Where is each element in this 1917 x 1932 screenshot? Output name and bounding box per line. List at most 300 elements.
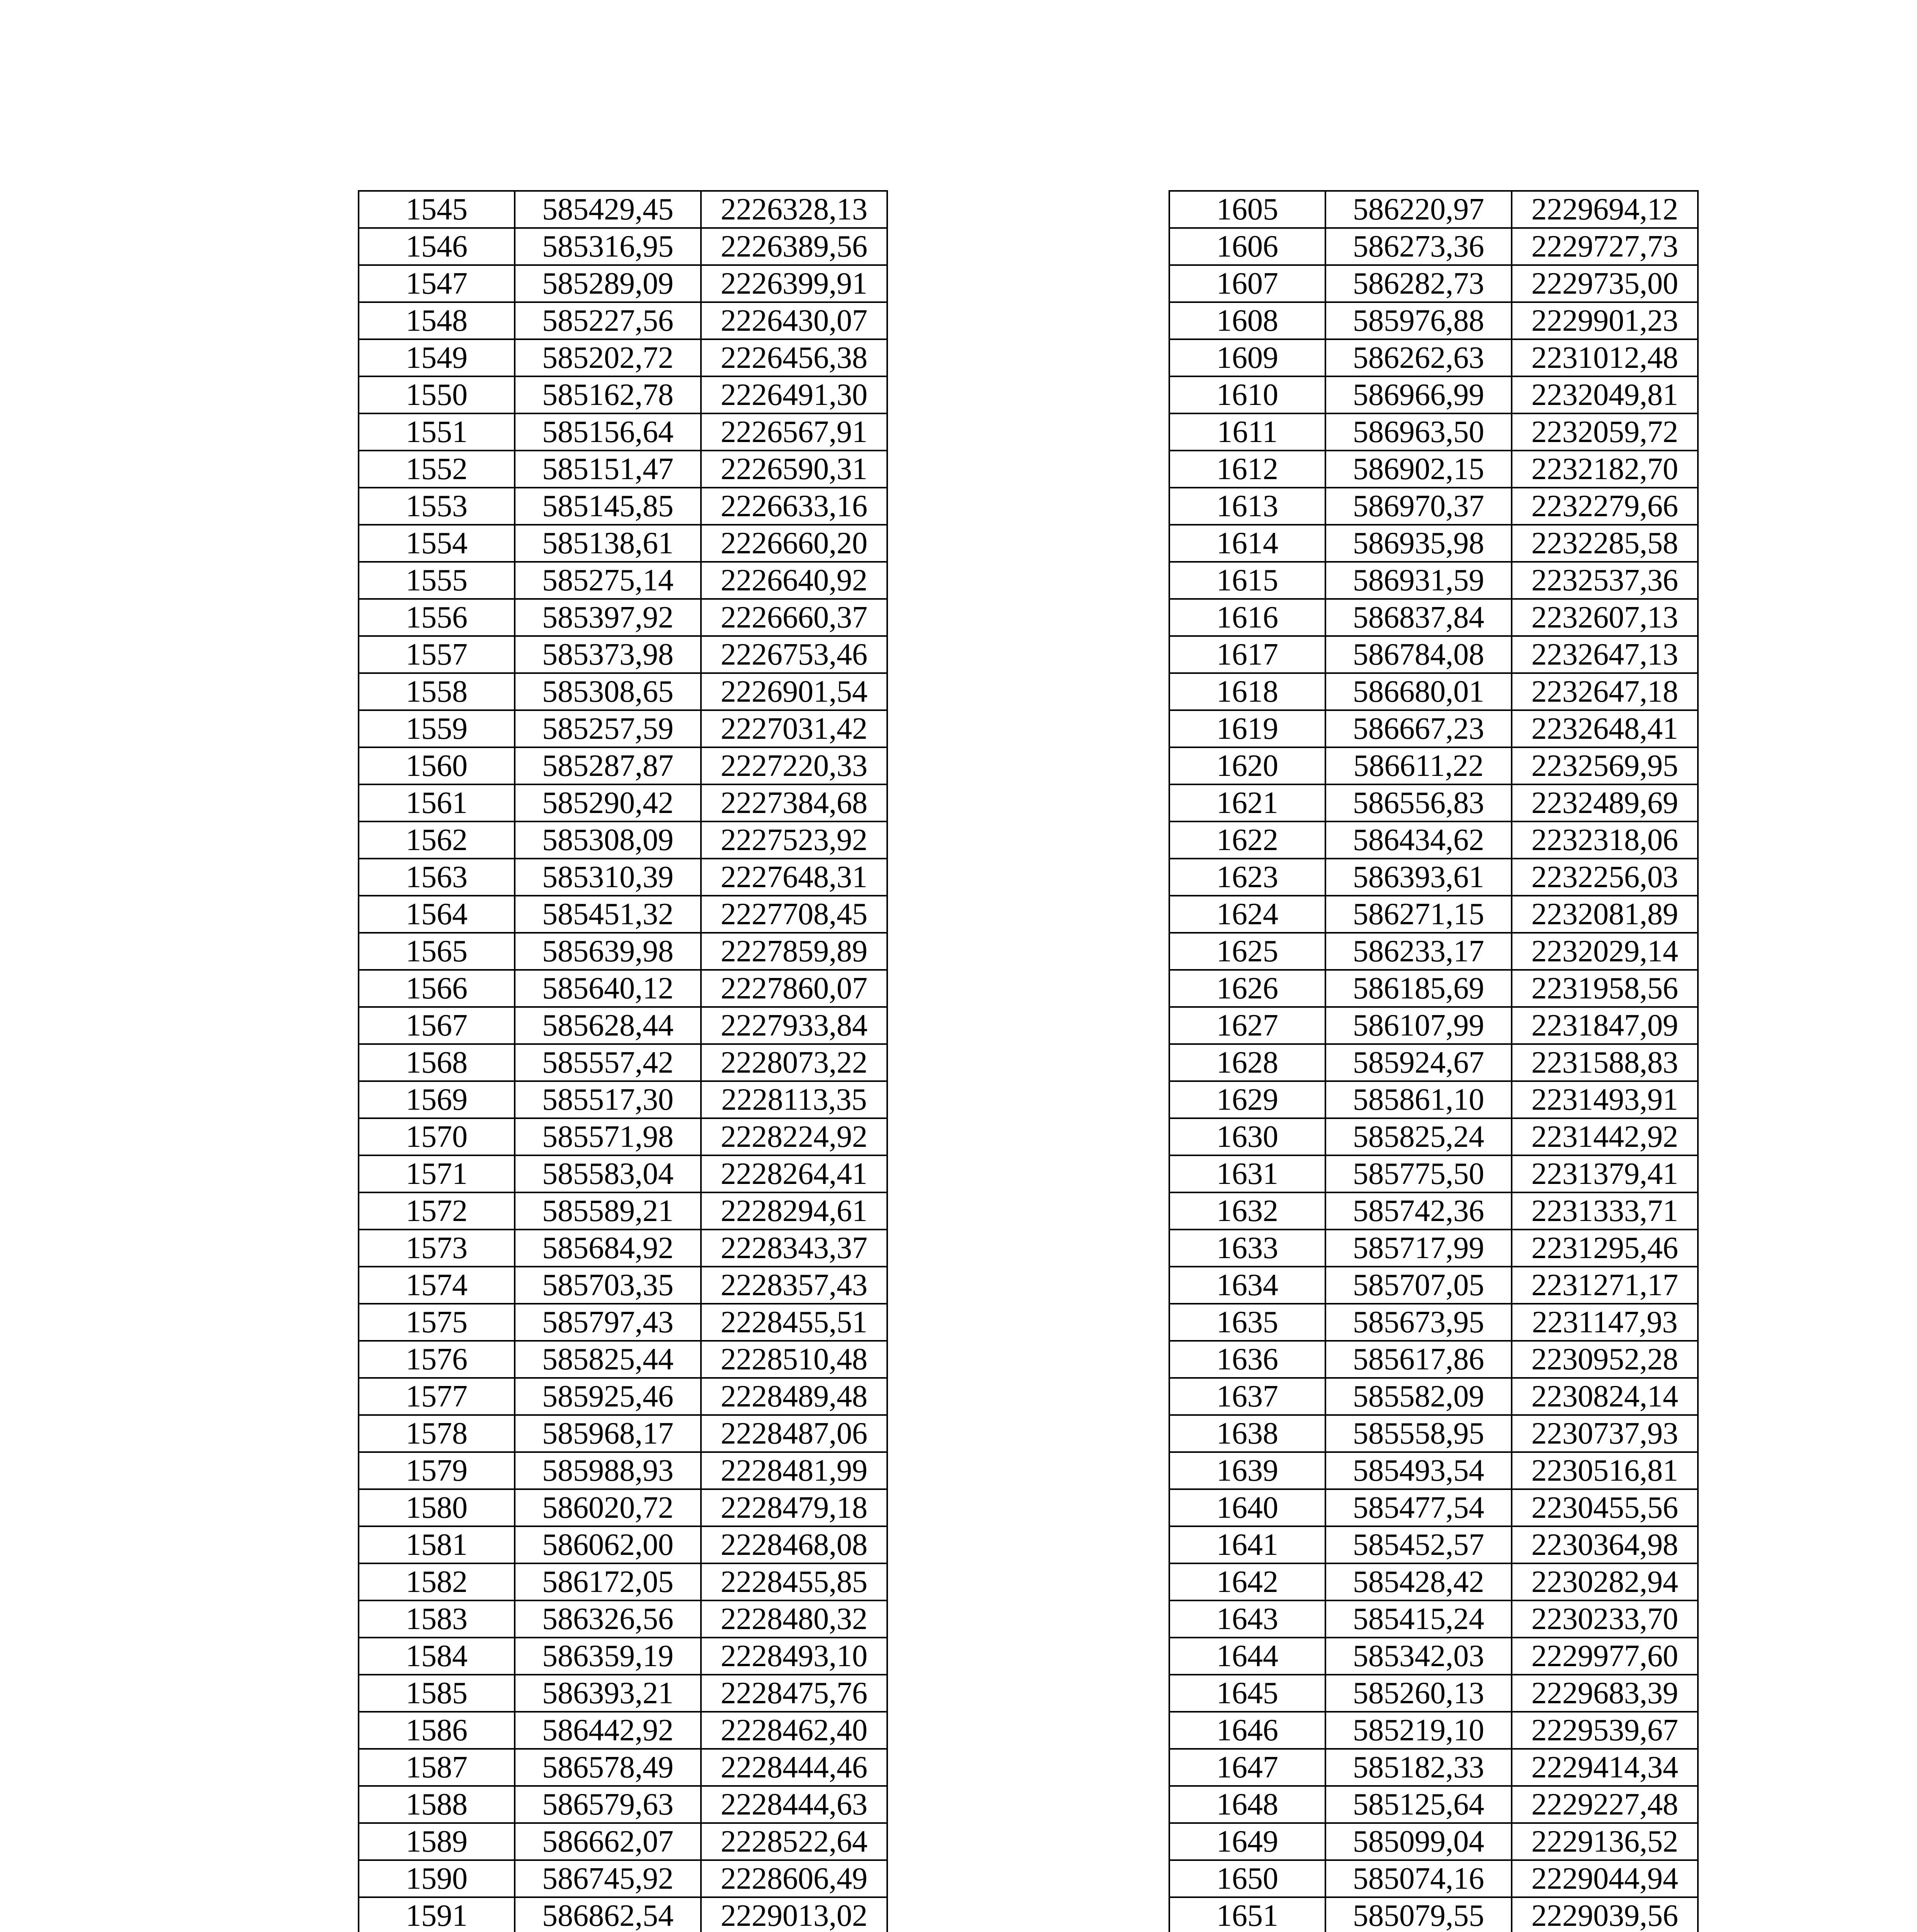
y-coordinate-cell: 2228294,61	[701, 1192, 887, 1230]
table-row	[1169, 1712, 1698, 1749]
point-number-cell: 1640	[1169, 1489, 1325, 1526]
y-coordinate-cell: 2228462,40	[701, 1712, 887, 1749]
table-row	[1169, 1563, 1698, 1600]
y-coordinate-cell: 2228522,64	[701, 1823, 887, 1860]
y-coordinate-cell: 2230824,14	[1512, 1378, 1698, 1415]
x-coordinate-cell: 586220,97	[1325, 191, 1512, 228]
point-number-cell: 1637	[1169, 1378, 1325, 1415]
y-coordinate-cell: 2232182,70	[1512, 451, 1698, 488]
table-row	[359, 896, 887, 933]
point-number-cell: 1651	[1169, 1897, 1325, 1932]
table-row	[1169, 451, 1698, 488]
table-row	[1169, 747, 1698, 784]
point-number-cell: 1577	[359, 1378, 515, 1415]
point-number-cell: 1628	[1169, 1044, 1325, 1081]
table-row	[359, 1786, 887, 1823]
y-coordinate-cell: 2226389,56	[701, 228, 887, 265]
point-number-cell: 1620	[1169, 747, 1325, 784]
point-number-cell: 1650	[1169, 1860, 1325, 1897]
table-row	[359, 1007, 887, 1044]
point-number-cell: 1575	[359, 1304, 515, 1341]
point-number-cell: 1580	[359, 1489, 515, 1526]
point-number-cell: 1588	[359, 1786, 515, 1823]
table-row	[1169, 896, 1698, 933]
table-row	[1169, 1230, 1698, 1267]
y-coordinate-cell: 2228073,22	[701, 1044, 887, 1081]
table-row	[359, 1860, 887, 1897]
point-number-cell: 1553	[359, 488, 515, 525]
x-coordinate-cell: 585673,95	[1325, 1304, 1512, 1341]
point-number-cell: 1578	[359, 1415, 515, 1452]
y-coordinate-cell: 2228444,46	[701, 1749, 887, 1786]
x-coordinate-cell: 585145,85	[515, 488, 701, 525]
y-coordinate-cell: 2230455,56	[1512, 1489, 1698, 1526]
point-number-cell: 1615	[1169, 562, 1325, 599]
x-coordinate-cell: 585976,88	[1325, 302, 1512, 339]
point-number-cell: 1606	[1169, 228, 1325, 265]
point-number-cell: 1586	[359, 1712, 515, 1749]
x-coordinate-cell: 585493,54	[1325, 1452, 1512, 1489]
y-coordinate-cell: 2232256,03	[1512, 859, 1698, 896]
table-row	[359, 1526, 887, 1563]
x-coordinate-cell: 586062,00	[515, 1526, 701, 1563]
x-coordinate-cell: 585308,09	[515, 821, 701, 859]
point-number-cell: 1559	[359, 710, 515, 747]
point-number-cell: 1633	[1169, 1230, 1325, 1267]
point-number-cell: 1550	[359, 376, 515, 413]
y-coordinate-cell: 2231847,09	[1512, 1007, 1698, 1044]
coordinate-table-right-body	[1169, 191, 1698, 1932]
y-coordinate-cell: 2228606,49	[701, 1860, 887, 1897]
table-row	[1169, 525, 1698, 562]
y-coordinate-cell: 2232029,14	[1512, 933, 1698, 970]
x-coordinate-cell: 585477,54	[1325, 1489, 1512, 1526]
point-number-cell: 1638	[1169, 1415, 1325, 1452]
x-coordinate-cell: 585275,14	[515, 562, 701, 599]
table-row	[1169, 1415, 1698, 1452]
table-row	[1169, 1675, 1698, 1712]
y-coordinate-cell: 2232318,06	[1512, 821, 1698, 859]
y-coordinate-cell: 2227220,33	[701, 747, 887, 784]
y-coordinate-cell: 2228113,35	[701, 1081, 887, 1118]
table-row	[359, 599, 887, 636]
table-row	[359, 1675, 887, 1712]
x-coordinate-cell: 586172,05	[515, 1563, 701, 1600]
y-coordinate-cell: 2229694,12	[1512, 191, 1698, 228]
point-number-cell: 1612	[1169, 451, 1325, 488]
x-coordinate-cell: 585202,72	[515, 339, 701, 376]
table-row	[1169, 1452, 1698, 1489]
point-number-cell: 1635	[1169, 1304, 1325, 1341]
x-coordinate-cell: 586233,17	[1325, 933, 1512, 970]
x-coordinate-cell: 585227,56	[515, 302, 701, 339]
x-coordinate-cell: 586680,01	[1325, 673, 1512, 710]
x-coordinate-cell: 585583,04	[515, 1155, 701, 1192]
coordinate-table-right	[1169, 190, 1699, 1932]
table-row	[1169, 1860, 1698, 1897]
table-row	[1169, 1638, 1698, 1675]
table-row	[1169, 488, 1698, 525]
table-row	[359, 1563, 887, 1600]
point-number-cell: 1582	[359, 1563, 515, 1600]
point-number-cell: 1623	[1169, 859, 1325, 896]
x-coordinate-cell: 585415,24	[1325, 1600, 1512, 1638]
y-coordinate-cell: 2229044,94	[1512, 1860, 1698, 1897]
table-row	[1169, 1118, 1698, 1155]
y-coordinate-cell: 2229539,67	[1512, 1712, 1698, 1749]
point-number-cell: 1643	[1169, 1600, 1325, 1638]
x-coordinate-cell: 585825,44	[515, 1341, 701, 1378]
y-coordinate-cell: 2228224,92	[701, 1118, 887, 1155]
x-coordinate-cell: 585925,46	[515, 1378, 701, 1415]
coordinate-table-left-body	[359, 191, 887, 1932]
y-coordinate-cell: 2226633,16	[701, 488, 887, 525]
point-number-cell: 1645	[1169, 1675, 1325, 1712]
x-coordinate-cell: 586784,08	[1325, 636, 1512, 673]
point-number-cell: 1570	[359, 1118, 515, 1155]
y-coordinate-cell: 2226399,91	[701, 265, 887, 302]
x-coordinate-cell: 585289,09	[515, 265, 701, 302]
x-coordinate-cell: 586862,54	[515, 1897, 701, 1932]
x-coordinate-cell: 585861,10	[1325, 1081, 1512, 1118]
table-row	[1169, 1044, 1698, 1081]
point-number-cell: 1573	[359, 1230, 515, 1267]
point-number-cell: 1632	[1169, 1192, 1325, 1230]
x-coordinate-cell: 586185,69	[1325, 970, 1512, 1007]
table-row	[359, 413, 887, 451]
point-number-cell: 1561	[359, 784, 515, 821]
x-coordinate-cell: 585373,98	[515, 636, 701, 673]
x-coordinate-cell: 585717,99	[1325, 1230, 1512, 1267]
point-number-cell: 1646	[1169, 1712, 1325, 1749]
y-coordinate-cell: 2226901,54	[701, 673, 887, 710]
x-coordinate-cell: 586393,21	[515, 1675, 701, 1712]
point-number-cell: 1546	[359, 228, 515, 265]
x-coordinate-cell: 586902,15	[1325, 451, 1512, 488]
table-row	[1169, 376, 1698, 413]
point-number-cell: 1564	[359, 896, 515, 933]
x-coordinate-cell: 586271,15	[1325, 896, 1512, 933]
y-coordinate-cell: 2232607,13	[1512, 599, 1698, 636]
point-number-cell: 1583	[359, 1600, 515, 1638]
y-coordinate-cell: 2232279,66	[1512, 488, 1698, 525]
x-coordinate-cell: 585924,67	[1325, 1044, 1512, 1081]
table-row	[359, 1081, 887, 1118]
table-row	[359, 1712, 887, 1749]
y-coordinate-cell: 2227031,42	[701, 710, 887, 747]
y-coordinate-cell: 2229414,34	[1512, 1749, 1698, 1786]
y-coordinate-cell: 2232537,36	[1512, 562, 1698, 599]
table-row	[1169, 1823, 1698, 1860]
point-number-cell: 1565	[359, 933, 515, 970]
x-coordinate-cell: 586579,63	[515, 1786, 701, 1823]
table-row	[359, 1192, 887, 1230]
point-number-cell: 1545	[359, 191, 515, 228]
x-coordinate-cell: 585988,93	[515, 1452, 701, 1489]
y-coordinate-cell: 2229683,39	[1512, 1675, 1698, 1712]
x-coordinate-cell: 585156,64	[515, 413, 701, 451]
x-coordinate-cell: 585429,45	[515, 191, 701, 228]
x-coordinate-cell: 585260,13	[1325, 1675, 1512, 1712]
point-number-cell: 1568	[359, 1044, 515, 1081]
x-coordinate-cell: 586935,98	[1325, 525, 1512, 562]
y-coordinate-cell: 2226640,92	[701, 562, 887, 599]
table-row	[359, 562, 887, 599]
y-coordinate-cell: 2232569,95	[1512, 747, 1698, 784]
x-coordinate-cell: 585703,35	[515, 1267, 701, 1304]
x-coordinate-cell: 585099,04	[1325, 1823, 1512, 1860]
x-coordinate-cell: 585316,95	[515, 228, 701, 265]
x-coordinate-cell: 586662,07	[515, 1823, 701, 1860]
point-number-cell: 1569	[359, 1081, 515, 1118]
x-coordinate-cell: 585079,55	[1325, 1897, 1512, 1932]
x-coordinate-cell: 586282,73	[1325, 265, 1512, 302]
y-coordinate-cell: 2232285,58	[1512, 525, 1698, 562]
x-coordinate-cell: 586556,83	[1325, 784, 1512, 821]
x-coordinate-cell: 585707,05	[1325, 1267, 1512, 1304]
table-row	[1169, 784, 1698, 821]
point-number-cell: 1572	[359, 1192, 515, 1230]
point-number-cell: 1581	[359, 1526, 515, 1563]
y-coordinate-cell: 2229977,60	[1512, 1638, 1698, 1675]
x-coordinate-cell: 585287,87	[515, 747, 701, 784]
x-coordinate-cell: 586020,72	[515, 1489, 701, 1526]
point-number-cell: 1554	[359, 525, 515, 562]
table-row	[359, 1749, 887, 1786]
point-number-cell: 1587	[359, 1749, 515, 1786]
table-row	[1169, 562, 1698, 599]
point-number-cell: 1621	[1169, 784, 1325, 821]
x-coordinate-cell: 585308,65	[515, 673, 701, 710]
y-coordinate-cell: 2231442,92	[1512, 1118, 1698, 1155]
y-coordinate-cell: 2229727,73	[1512, 228, 1698, 265]
y-coordinate-cell: 2228480,32	[701, 1600, 887, 1638]
point-number-cell: 1625	[1169, 933, 1325, 970]
point-number-cell: 1579	[359, 1452, 515, 1489]
table-row	[359, 1415, 887, 1452]
y-coordinate-cell: 2228493,10	[701, 1638, 887, 1675]
y-coordinate-cell: 2229039,56	[1512, 1897, 1698, 1932]
x-coordinate-cell: 585517,30	[515, 1081, 701, 1118]
table-row	[359, 1897, 887, 1932]
table-row	[1169, 599, 1698, 636]
table-row	[359, 1638, 887, 1675]
x-coordinate-cell: 585342,03	[1325, 1638, 1512, 1675]
y-coordinate-cell: 2226590,31	[701, 451, 887, 488]
table-row	[1169, 1192, 1698, 1230]
y-coordinate-cell: 2230737,93	[1512, 1415, 1698, 1452]
table-row	[1169, 1489, 1698, 1526]
y-coordinate-cell: 2226660,20	[701, 525, 887, 562]
point-number-cell: 1636	[1169, 1341, 1325, 1378]
table-row	[359, 1118, 887, 1155]
table-row	[1169, 265, 1698, 302]
y-coordinate-cell: 2229735,00	[1512, 265, 1698, 302]
y-coordinate-cell: 2228481,99	[701, 1452, 887, 1489]
point-number-cell: 1589	[359, 1823, 515, 1860]
point-number-cell: 1618	[1169, 673, 1325, 710]
y-coordinate-cell: 2228475,76	[701, 1675, 887, 1712]
table-row	[1169, 859, 1698, 896]
y-coordinate-cell: 2231295,46	[1512, 1230, 1698, 1267]
coordinate-table-left	[358, 190, 888, 1932]
table-row	[359, 191, 887, 228]
y-coordinate-cell: 2232049,81	[1512, 376, 1698, 413]
y-coordinate-cell: 2231147,93	[1512, 1304, 1698, 1341]
y-coordinate-cell: 2227860,07	[701, 970, 887, 1007]
point-number-cell: 1551	[359, 413, 515, 451]
point-number-cell: 1605	[1169, 191, 1325, 228]
y-coordinate-cell: 2228444,63	[701, 1786, 887, 1823]
x-coordinate-cell: 585968,17	[515, 1415, 701, 1452]
x-coordinate-cell: 585138,61	[515, 525, 701, 562]
x-coordinate-cell: 586578,49	[515, 1749, 701, 1786]
table-row	[1169, 821, 1698, 859]
table-row	[1169, 413, 1698, 451]
point-number-cell: 1567	[359, 1007, 515, 1044]
table-row	[359, 1044, 887, 1081]
table-row	[1169, 1378, 1698, 1415]
point-number-cell: 1560	[359, 747, 515, 784]
y-coordinate-cell: 2226567,91	[701, 413, 887, 451]
y-coordinate-cell: 2227933,84	[701, 1007, 887, 1044]
table-row	[1169, 191, 1698, 228]
table-row	[359, 1489, 887, 1526]
point-number-cell: 1562	[359, 821, 515, 859]
table-row	[359, 302, 887, 339]
x-coordinate-cell: 585125,64	[1325, 1786, 1512, 1823]
y-coordinate-cell: 2228264,41	[701, 1155, 887, 1192]
table-row	[1169, 1267, 1698, 1304]
y-coordinate-cell: 2228357,43	[701, 1267, 887, 1304]
x-coordinate-cell: 586963,50	[1325, 413, 1512, 451]
table-row	[1169, 228, 1698, 265]
x-coordinate-cell: 585257,59	[515, 710, 701, 747]
x-coordinate-cell: 586434,62	[1325, 821, 1512, 859]
table-row	[359, 970, 887, 1007]
point-number-cell: 1566	[359, 970, 515, 1007]
y-coordinate-cell: 2230952,28	[1512, 1341, 1698, 1378]
x-coordinate-cell: 586745,92	[515, 1860, 701, 1897]
y-coordinate-cell: 2228468,08	[701, 1526, 887, 1563]
y-coordinate-cell: 2226456,38	[701, 339, 887, 376]
x-coordinate-cell: 585451,32	[515, 896, 701, 933]
point-number-cell: 1639	[1169, 1452, 1325, 1489]
x-coordinate-cell: 585074,16	[1325, 1860, 1512, 1897]
y-coordinate-cell: 2227648,31	[701, 859, 887, 896]
x-coordinate-cell: 586107,99	[1325, 1007, 1512, 1044]
table-row	[1169, 1786, 1698, 1823]
x-coordinate-cell: 585775,50	[1325, 1155, 1512, 1192]
x-coordinate-cell: 586611,22	[1325, 747, 1512, 784]
point-number-cell: 1622	[1169, 821, 1325, 859]
table-row	[1169, 673, 1698, 710]
point-number-cell: 1641	[1169, 1526, 1325, 1563]
y-coordinate-cell: 2232059,72	[1512, 413, 1698, 451]
table-row	[359, 1267, 887, 1304]
point-number-cell: 1648	[1169, 1786, 1325, 1823]
point-number-cell: 1549	[359, 339, 515, 376]
x-coordinate-cell: 586970,37	[1325, 488, 1512, 525]
point-number-cell: 1548	[359, 302, 515, 339]
point-number-cell: 1644	[1169, 1638, 1325, 1675]
table-row	[359, 525, 887, 562]
y-coordinate-cell: 2231493,91	[1512, 1081, 1698, 1118]
x-coordinate-cell: 586966,99	[1325, 376, 1512, 413]
point-number-cell: 1556	[359, 599, 515, 636]
y-coordinate-cell: 2226328,13	[701, 191, 887, 228]
x-coordinate-cell: 586359,19	[515, 1638, 701, 1675]
x-coordinate-cell: 585151,47	[515, 451, 701, 488]
point-number-cell: 1614	[1169, 525, 1325, 562]
point-number-cell: 1627	[1169, 1007, 1325, 1044]
x-coordinate-cell: 585571,98	[515, 1118, 701, 1155]
x-coordinate-cell: 585428,42	[1325, 1563, 1512, 1600]
point-number-cell: 1585	[359, 1675, 515, 1712]
x-coordinate-cell: 586326,56	[515, 1600, 701, 1638]
x-coordinate-cell: 585589,21	[515, 1192, 701, 1230]
y-coordinate-cell: 2230282,94	[1512, 1563, 1698, 1600]
y-coordinate-cell: 2226753,46	[701, 636, 887, 673]
y-coordinate-cell: 2232647,13	[1512, 636, 1698, 673]
point-number-cell: 1617	[1169, 636, 1325, 673]
x-coordinate-cell: 585639,98	[515, 933, 701, 970]
y-coordinate-cell: 2229013,02	[701, 1897, 887, 1932]
table-row	[359, 784, 887, 821]
table-row	[1169, 1526, 1698, 1563]
point-number-cell: 1630	[1169, 1118, 1325, 1155]
x-coordinate-cell: 586262,63	[1325, 339, 1512, 376]
table-row	[359, 1230, 887, 1267]
x-coordinate-cell: 586667,23	[1325, 710, 1512, 747]
x-coordinate-cell: 585310,39	[515, 859, 701, 896]
point-number-cell: 1631	[1169, 1155, 1325, 1192]
table-row	[359, 451, 887, 488]
x-coordinate-cell: 585182,33	[1325, 1749, 1512, 1786]
x-coordinate-cell: 586837,84	[1325, 599, 1512, 636]
point-number-cell: 1611	[1169, 413, 1325, 451]
y-coordinate-cell: 2231333,71	[1512, 1192, 1698, 1230]
table-row	[359, 265, 887, 302]
table-row	[359, 636, 887, 673]
x-coordinate-cell: 585290,42	[515, 784, 701, 821]
point-number-cell: 1590	[359, 1860, 515, 1897]
point-number-cell: 1591	[359, 1897, 515, 1932]
y-coordinate-cell: 2230233,70	[1512, 1600, 1698, 1638]
table-row	[359, 1600, 887, 1638]
point-number-cell: 1571	[359, 1155, 515, 1192]
table-row	[359, 673, 887, 710]
x-coordinate-cell: 585628,44	[515, 1007, 701, 1044]
table-row	[359, 933, 887, 970]
point-number-cell: 1619	[1169, 710, 1325, 747]
x-coordinate-cell: 585797,43	[515, 1304, 701, 1341]
table-row	[359, 1341, 887, 1378]
x-coordinate-cell: 585452,57	[1325, 1526, 1512, 1563]
point-number-cell: 1634	[1169, 1267, 1325, 1304]
x-coordinate-cell: 585617,86	[1325, 1341, 1512, 1378]
y-coordinate-cell: 2229227,48	[1512, 1786, 1698, 1823]
table-row	[1169, 1749, 1698, 1786]
y-coordinate-cell: 2227523,92	[701, 821, 887, 859]
table-row	[359, 710, 887, 747]
y-coordinate-cell: 2226430,07	[701, 302, 887, 339]
x-coordinate-cell: 585557,42	[515, 1044, 701, 1081]
table-row	[359, 228, 887, 265]
point-number-cell: 1555	[359, 562, 515, 599]
y-coordinate-cell: 2232489,69	[1512, 784, 1698, 821]
y-coordinate-cell: 2228455,51	[701, 1304, 887, 1341]
